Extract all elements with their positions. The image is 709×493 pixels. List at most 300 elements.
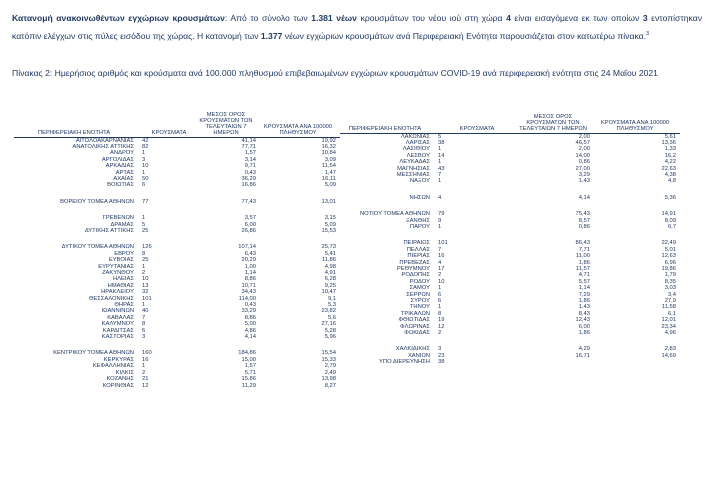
cell-avg7: 0,43: [244, 302, 256, 309]
cell-cases: 3: [142, 334, 146, 341]
cell-region: ΕΥΡΥΤΑΝΙΑΣ: [98, 263, 134, 270]
cell-cases: 13: [142, 282, 149, 289]
cell-region: ΚΙΛΚΙΣ: [115, 369, 134, 376]
cell-rate: 15,53: [321, 227, 336, 234]
cell-rate: [594, 359, 680, 365]
cell-region: ΕΒΡΟΥ: [114, 250, 134, 257]
cell-avg7: 7,71: [578, 246, 590, 253]
cell-cases: 1: [438, 285, 442, 292]
cell-rate: 16,2: [664, 152, 676, 159]
cell-avg7: 41,14: [241, 137, 256, 144]
header-avg7: ΜΕΣΟΣ ΟΡΟΣ ΚΡΟΥΣΜΑΤΩΝ ΤΩΝ ΤΕΛΕΥΤΑΙΩΝ 7 ΗΜΕΡΩΝ: [196, 112, 260, 137]
cell-region: ΦΩΚΙΔΑΣ: [404, 330, 430, 337]
table-row: [14, 205, 340, 215]
cell-avg7: 4,29: [578, 346, 590, 353]
cell-region: ΛΕΥΚΑΔΑΣ: [399, 159, 430, 166]
cell-region: ΚΟΡΙΝΘΙΑΣ: [102, 382, 134, 389]
cell-rate: 8,09: [664, 217, 676, 224]
cell-avg7: 1,43: [578, 178, 590, 185]
cell-region: ΑΡΤΑΣ: [115, 169, 134, 176]
cell-avg7: 4,14: [578, 194, 590, 201]
header-region: ΠΕΡΙΦΕΡΕΙΑΚΗ ΕΝΟΤΗΤΑ: [14, 112, 138, 137]
cell-rate: 4,38: [664, 171, 676, 178]
cell-cases: 10: [438, 278, 445, 285]
cell-avg7: 16,71: [575, 352, 590, 359]
cell-avg7: 46,57: [575, 139, 590, 146]
cell-region: ΚΑΒΑΛΑΣ: [107, 314, 134, 321]
cell-cases: 101: [142, 295, 152, 302]
cell-rate: 22,49: [661, 240, 676, 247]
cell-cases: 5: [438, 133, 442, 140]
cell-cases: 25: [142, 257, 149, 264]
cell-rate: [260, 340, 340, 350]
header-cases: ΚΡΟΥΣΜΑΤΑ: [138, 112, 196, 137]
cell-avg7: [516, 201, 594, 211]
cell-region: ΡΕΘΥΜΝΟΥ: [396, 266, 430, 272]
cell-cases: 7: [438, 246, 442, 253]
cell-cases: 8: [438, 310, 442, 317]
cell-rate: 3,09: [324, 156, 336, 163]
cell-cases: 19: [438, 317, 445, 324]
cell-rate: 5,01: [664, 246, 676, 253]
cell-rate: [594, 185, 680, 195]
cell-region: ΣΕΡΡΩΝ: [406, 291, 430, 298]
cell-cases: 3: [142, 156, 146, 163]
cell-region: ΝΟΤΙΟΥ ΤΟΜΕΑ ΑΘΗΝΩΝ: [359, 211, 430, 218]
cell-avg7: 8,57: [578, 217, 590, 224]
cell-rate: 5,41: [324, 250, 336, 257]
cell-rate: 5,96: [324, 334, 336, 341]
intro-total-new: 1.381 νέων: [311, 13, 357, 23]
cell-avg7: 8,86: [244, 314, 256, 321]
cell-rate: 5,09: [324, 182, 336, 189]
cell-avg7: 14,00: [575, 152, 590, 159]
cell-cases: 3: [438, 346, 442, 353]
cell-avg7: 75,43: [575, 211, 590, 218]
cell-rate: [594, 201, 680, 211]
cell-region: ΑΧΑΪΑΣ: [113, 175, 134, 182]
cell-avg7: 16,86: [241, 182, 256, 189]
cell-region: [340, 201, 434, 211]
table-row: [340, 201, 680, 211]
cell-avg7: 114,00: [238, 295, 256, 302]
cell-rate: 19,92: [321, 137, 336, 144]
cell-rate: 1,33: [664, 146, 676, 153]
cell-region: [340, 185, 434, 195]
cell-cases: 8: [142, 250, 146, 257]
cell-cases: 1: [142, 302, 146, 309]
cell-rate: 23,34: [661, 323, 676, 330]
cell-cases: 1: [438, 304, 442, 311]
intro-heading: Κατανομή ανακοινωθέντων εγχώριων κρουσμάτων: [12, 13, 225, 23]
table-body-right: [340, 133, 680, 366]
cell-region: ΣΑΜΟΥ: [409, 285, 430, 292]
cell-cases: 40: [142, 308, 149, 315]
cell-region: ΛΕΣΒΟΥ: [406, 152, 430, 159]
intro-imported-count: 4: [506, 13, 511, 23]
cell-rate: 10,47: [321, 289, 336, 296]
cell-region: ΡΟΔΟΥ: [409, 278, 430, 285]
cell-avg7: 15,86: [241, 376, 256, 383]
cell-region: ΠΑΡΟΥ: [409, 223, 430, 230]
cell-rate: 1,79: [664, 272, 676, 279]
cell-region: ΑΝΔΡΟΥ: [110, 150, 134, 157]
cell-cases: 79: [438, 211, 445, 218]
cell-region: [14, 189, 138, 199]
cell-avg7: 15,00: [241, 356, 256, 363]
cell-cases: 14: [438, 152, 445, 159]
cell-cases: 38: [438, 139, 445, 146]
table-row: [340, 230, 680, 240]
cell-cases: 10: [142, 163, 149, 170]
cell-avg7: 11,57: [575, 266, 590, 272]
header-region: ΠΕΡΙΦΕΡΕΙΑΚΗ ΕΝΟΤΗΤΑ: [340, 112, 434, 133]
cell-region: ΚΕΝΤΡΙΚΟΥ ΤΟΜΕΑ ΑΘΗΝΩΝ: [53, 350, 134, 357]
cell-rate: 6,1: [667, 310, 676, 317]
cell-avg7: 33,29: [241, 308, 256, 315]
cell-rate: 15,33: [321, 356, 336, 363]
cell-avg7: 1,86: [578, 259, 590, 266]
table-body-left: [14, 137, 340, 389]
cell-cases: 50: [142, 175, 149, 182]
cell-region: ΑΡΚΑΔΙΑΣ: [105, 163, 134, 170]
cell-region: ΑΡΓΟΛΙΔΑΣ: [101, 156, 134, 163]
cell-rate: [260, 189, 340, 199]
cell-rate: [260, 234, 340, 244]
cell-region: ΚΑΛΥΜΝΟΥ: [101, 321, 134, 328]
cell-region: ΚΑΣΤΟΡΙΑΣ: [101, 334, 134, 341]
cell-rate: 9,25: [324, 282, 336, 289]
cell-region: ΛΑΣΙΘΙΟΥ: [402, 146, 430, 153]
cell-cases: 6: [142, 182, 146, 189]
cell-cases: 2: [438, 272, 442, 279]
cell-cases: 82: [142, 143, 149, 150]
cell-rate: 27,9: [664, 298, 676, 305]
cell-rate: 4,8: [667, 178, 676, 185]
cell-region: [340, 336, 434, 346]
cell-region: ΗΛΕΙΑΣ: [113, 276, 134, 283]
cell-rate: 4,96: [664, 330, 676, 337]
cell-avg7: 1,14: [244, 270, 256, 276]
table-row: [14, 383, 340, 389]
cell-rate: 4,98: [324, 263, 336, 270]
table-row: [340, 359, 680, 365]
cell-cases: 12: [142, 382, 149, 389]
cell-rate: 14,69: [661, 352, 676, 359]
cell-avg7: [196, 234, 260, 244]
cell-rate: 3,03: [664, 285, 676, 292]
table-row: [340, 133, 680, 140]
cell-region: ΗΡΑΚΛΕΙΟΥ: [101, 289, 134, 296]
cell-avg7: 184,86: [238, 350, 256, 357]
cases-table-left: [14, 112, 340, 389]
cell-region: ΤΗΝΟΥ: [409, 304, 430, 311]
cell-region: ΠΕΛΛΑΣ: [406, 246, 430, 253]
cell-avg7: 7,29: [578, 291, 590, 298]
cell-avg7: 1,57: [244, 363, 256, 370]
cell-region: ΝΑΞΟΥ: [409, 178, 430, 185]
cell-avg7: 77,71: [241, 143, 256, 150]
cell-avg7: [516, 336, 594, 346]
cell-avg7: 3,57: [244, 215, 256, 222]
cell-region: ΗΜΑΘΙΑΣ: [107, 282, 134, 289]
cell-region: ΚΟΖΑΝΗΣ: [106, 376, 134, 383]
cell-region: ΧΑΝΙΩΝ: [407, 352, 430, 359]
cell-rate: 2,79: [324, 363, 336, 370]
cell-region: ΦΛΩΡΙΝΑΣ: [400, 323, 430, 330]
cell-rate: 12,63: [661, 253, 676, 260]
cell-cases: 2: [438, 330, 442, 337]
cell-region: [14, 234, 138, 244]
cell-cases: 4: [438, 259, 442, 266]
cell-rate: 22,63: [661, 165, 676, 172]
cell-region: ΒΟΙΩΤΙΑΣ: [107, 182, 134, 189]
cell-cases: [138, 340, 196, 350]
header-rate: ΚΡΟΥΣΜΑΤΑ ΑΝΑ 100000 ΠΛΗΘΥΣΜΟΥ: [594, 112, 680, 133]
cell-region: ΛΑΡΙΣΑΣ: [405, 139, 430, 146]
cell-rate: 13,36: [661, 139, 676, 146]
cell-cases: 43: [438, 165, 445, 172]
cell-avg7: 3,29: [578, 171, 590, 178]
cell-avg7: 36,29: [241, 175, 256, 182]
cell-avg7: 10,71: [241, 282, 256, 289]
table-row: [14, 189, 340, 199]
intro-text: κρουσμάτων του νέου ιού στη χώρα: [356, 13, 507, 23]
cell-rate: 11,86: [321, 257, 336, 264]
cell-rate: 11,58: [661, 304, 676, 311]
cell-rate: 5,09: [324, 221, 336, 228]
cell-avg7: 12,43: [575, 317, 590, 324]
intro-text: εντοπίστηκαν κατόπιν ελέγχων στις πύλες εισόδου της χώρας. Η κατανομή των: [12, 13, 702, 41]
cell-cases: 6: [438, 298, 442, 305]
intro-border-count: 3: [642, 13, 648, 23]
cell-region: [14, 340, 138, 350]
cell-rate: 6,7: [667, 223, 676, 230]
cell-region: ΒΟΡΕΙΟΥ ΤΟΜΕΑ ΑΘΗΝΩΝ: [60, 198, 134, 205]
cell-avg7: 11,29: [241, 382, 256, 389]
cell-region: ΙΩΑΝΝΙΝΩΝ: [101, 308, 134, 315]
cell-rate: 3,4: [667, 291, 676, 298]
cell-rate: 13,98: [321, 376, 336, 383]
cell-cases: [434, 185, 516, 195]
cell-cases: 77: [142, 198, 149, 205]
cell-cases: 21: [142, 376, 149, 383]
intro-text: : Από το σύνολο των: [224, 13, 312, 23]
cell-avg7: 0,43: [244, 169, 256, 176]
table-row: [340, 185, 680, 195]
cell-rate: 23,82: [321, 308, 336, 315]
cell-region: [14, 205, 138, 215]
cell-rate: [260, 205, 340, 215]
cell-region: ΚΑΡΔΙΤΣΑΣ: [102, 327, 134, 334]
cell-avg7: 86,43: [575, 240, 590, 247]
cell-avg7: 4,86: [244, 327, 256, 334]
cell-rate: 5,61: [664, 133, 676, 140]
cell-avg7: 8,43: [578, 310, 590, 317]
cell-avg7: [196, 205, 260, 215]
cell-region: ΤΡΙΚΑΛΩΝ: [400, 310, 430, 317]
cell-region: ΠΡΕΒΕΖΑΣ: [399, 259, 430, 266]
cell-region: ΥΠΟ ΔΙΕΡΕΥΝΗΣΗ: [379, 359, 430, 366]
table-row: [14, 340, 340, 350]
cell-avg7: 27,00: [575, 165, 590, 172]
table-row: [14, 137, 340, 144]
cell-avg7: 11,00: [575, 253, 590, 260]
cell-cases: 7: [438, 171, 442, 178]
cell-cases: 16: [142, 356, 149, 363]
cell-avg7: 1,86: [578, 330, 590, 337]
cell-rate: 6,28: [324, 276, 336, 283]
cell-cases: 1: [438, 146, 442, 153]
cell-avg7: 2,00: [578, 133, 590, 140]
header-avg7: ΜΕΣΟΣ ΟΡΟΣ ΚΡΟΥΣΜΑΤΩΝ ΤΩΝ ΤΕΛΕΥΤΑΙΩΝ 7 ΗΜΕΡΩΝ: [516, 112, 594, 133]
cell-rate: 4,91: [324, 270, 336, 276]
cell-cases: [138, 205, 196, 215]
cell-cases: 101: [438, 240, 448, 247]
cell-region: ΜΑΓΝΗΣΙΑΣ: [397, 165, 430, 172]
cell-rate: 13,01: [321, 198, 336, 205]
cell-avg7: 1,57: [244, 150, 256, 157]
cell-cases: 10: [142, 276, 149, 283]
cell-rate: [594, 230, 680, 240]
cell-cases: 1: [142, 150, 146, 157]
cell-cases: [138, 189, 196, 199]
cell-cases: 32: [142, 289, 149, 296]
cell-avg7: 3,14: [244, 156, 256, 163]
table-row: [340, 336, 680, 346]
footnote-marker: 3: [646, 31, 650, 37]
cell-avg7: 6,00: [244, 221, 256, 228]
cell-avg7: 1,43: [578, 304, 590, 311]
cell-cases: 1: [142, 363, 146, 370]
cell-region: ΖΑΚΥΝΘΟΥ: [101, 270, 134, 276]
cell-cases: 1: [438, 223, 442, 230]
cell-cases: 7: [142, 314, 146, 321]
cell-region: ΚΕΡΚΥΡΑΣ: [103, 356, 134, 363]
cell-rate: 5,3: [327, 302, 336, 309]
header-rate: ΚΡΟΥΣΜΑΤΑ ΑΝΑ 100000 ΠΛΗΘΥΣΜΟΥ: [260, 112, 340, 137]
cell-region: ΔΥΤΙΚΗΣ ΑΤΤΙΚΗΣ: [84, 227, 134, 234]
cell-region: ΕΥΒΟΙΑΣ: [108, 257, 134, 264]
cell-rate: 2,83: [664, 346, 676, 353]
cell-avg7: 8,86: [244, 276, 256, 283]
cell-cases: 1: [438, 159, 442, 166]
cell-avg7: 2,00: [578, 146, 590, 153]
intro-text: είναι εισαγόμενα εκ των οποίων: [510, 13, 643, 23]
cell-rate: 9,1: [327, 295, 336, 302]
cell-avg7: 9,71: [244, 163, 256, 170]
cell-rate: 27,16: [321, 321, 336, 328]
cell-avg7: 5,00: [244, 321, 256, 328]
cell-avg7: [516, 359, 594, 365]
cell-avg7: 1,00: [244, 263, 256, 270]
cell-region: ΝΗΣΩΝ: [409, 194, 430, 201]
cell-region: ΣΥΡΟΥ: [410, 298, 430, 305]
cell-rate: 19,86: [661, 266, 676, 272]
cell-rate: 8,35: [664, 278, 676, 285]
cell-avg7: 1,86: [578, 298, 590, 305]
cell-rate: 25,73: [321, 244, 336, 251]
cell-avg7: 26,86: [241, 227, 256, 234]
cell-avg7: 1,14: [578, 285, 590, 292]
cell-region: [340, 230, 434, 240]
cell-avg7: 5,71: [244, 369, 256, 376]
cell-rate: 11,54: [321, 163, 336, 170]
cases-table-right: [340, 112, 680, 366]
cell-rate: 16,32: [321, 143, 336, 150]
cell-avg7: 0,86: [578, 223, 590, 230]
cell-region: ΦΘΙΩΤΙΔΑΣ: [398, 317, 430, 324]
header-cases: ΚΡΟΥΣΜΑΤΑ: [434, 112, 516, 133]
cell-cases: 1: [142, 215, 146, 222]
cell-region: ΑΝΑΤΟΛΙΚΗΣ ΑΤΤΙΚΗΣ: [72, 143, 134, 150]
cell-cases: 16: [438, 253, 445, 260]
cell-cases: 25: [142, 227, 149, 234]
cell-rate: 15,54: [321, 350, 336, 357]
cell-cases: [434, 336, 516, 346]
cell-cases: 42: [142, 137, 149, 144]
cell-avg7: 20,29: [241, 257, 256, 264]
cell-region: ΠΙΕΡΙΑΣ: [407, 253, 430, 260]
table-row: [14, 234, 340, 244]
cell-region: ΘΕΣΣΑΛΟΝΙΚΗΣ: [88, 295, 134, 302]
cell-rate: 12,01: [661, 317, 676, 324]
cell-region: ΔΡΑΜΑΣ: [110, 221, 134, 228]
cell-rate: 5,36: [664, 194, 676, 201]
cell-cases: 4: [438, 194, 442, 201]
cell-cases: 2: [142, 369, 146, 376]
cell-avg7: 6,00: [578, 323, 590, 330]
cell-region: ΓΡΕΒΕΝΩΝ: [102, 215, 134, 222]
cell-avg7: [516, 230, 594, 240]
cell-region: ΞΑΝΘΗΣ: [405, 217, 430, 224]
table-caption: Πίνακας 2: Ημερήσιος αριθμός και κρούσματα ανά 100.000 πληθυσμού επιβεβαιωμένων εγχώριων κρουσμάτων COVID-19 ανά περιφερειακή ενότητα στις 24 Μαΐου 2021: [12, 68, 658, 78]
cell-region: ΑΙΤΩΛΟΑΚΑΡΝΑΝΙΑΣ: [75, 137, 134, 144]
cell-cases: [434, 201, 516, 211]
cell-cases: 6: [438, 291, 442, 298]
cell-cases: [138, 234, 196, 244]
intro-domestic-count: 1.377: [260, 30, 283, 41]
cell-cases: 1: [142, 169, 146, 176]
cell-avg7: [516, 185, 594, 195]
intro-paragraph: [12, 10, 702, 44]
cell-cases: 6: [142, 327, 146, 334]
cell-avg7: 34,43: [241, 289, 256, 296]
cell-region: ΘΗΡΑΣ: [114, 302, 134, 309]
cell-rate: 5,6: [327, 314, 336, 321]
intro-text: νέων εγχώριων κρουσμάτων ανά Περιφερειακή Ενότητα παρουσιάζεται στον κατωτέρω πίνακα.: [282, 30, 646, 41]
cell-cases: 8: [142, 321, 146, 328]
cell-region: ΜΕΣΣΗΝΙΑΣ: [396, 171, 430, 178]
cell-rate: 10,84: [321, 150, 336, 157]
cell-avg7: 4,14: [244, 334, 256, 341]
cell-region: ΚΕΦΑΛΛΗΝΙΑΣ: [92, 363, 134, 370]
cell-cases: 38: [438, 359, 445, 366]
cell-cases: 5: [142, 221, 146, 228]
cell-cases: 1: [438, 178, 442, 185]
cell-region: ΧΑΛΚΙΔΙΚΗΣ: [395, 346, 430, 353]
cell-cases: 160: [142, 350, 152, 357]
cell-cases: 2: [142, 270, 146, 276]
cell-rate: 8,27: [324, 382, 336, 389]
cell-avg7: 5,57: [578, 278, 590, 285]
cell-rate: 5,28: [324, 327, 336, 334]
cell-rate: 3,15: [324, 215, 336, 222]
cell-avg7: 107,14: [238, 244, 256, 251]
cell-region: ΡΟΔΟΠΗΣ: [401, 272, 430, 279]
cell-avg7: 6,43: [244, 250, 256, 257]
cell-rate: 4,22: [664, 159, 676, 166]
